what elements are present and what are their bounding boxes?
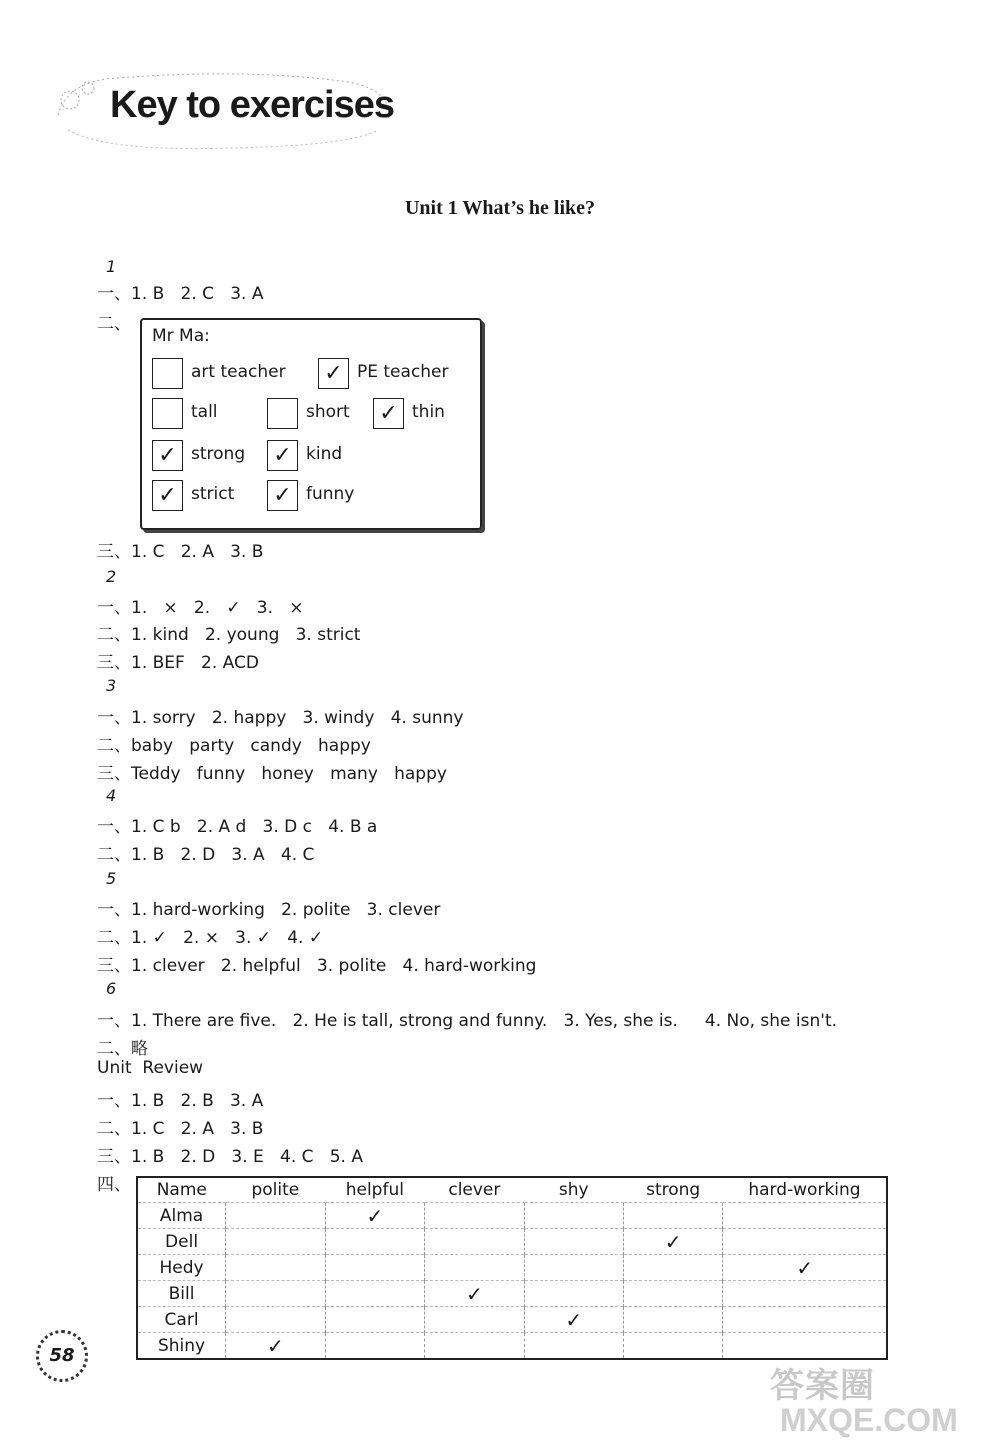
checkbox[interactable]: ✓ bbox=[267, 440, 298, 471]
checkbox-label: kind bbox=[306, 444, 343, 464]
table-row bbox=[137, 1203, 887, 1229]
table-cell: ✓ bbox=[226, 1333, 325, 1360]
table-cell bbox=[723, 1229, 887, 1255]
table-row bbox=[137, 1333, 887, 1360]
answer-line: 二、 bbox=[97, 314, 131, 334]
table-cell bbox=[325, 1307, 425, 1333]
table-cell bbox=[226, 1307, 325, 1333]
table-row bbox=[137, 1307, 887, 1333]
mr-ma-box bbox=[140, 318, 482, 530]
table-cell bbox=[325, 1255, 425, 1281]
table-cell bbox=[425, 1255, 525, 1281]
table-cell bbox=[226, 1255, 325, 1281]
table-cell: ✓ bbox=[623, 1229, 723, 1255]
page-title: Key to exercises bbox=[110, 84, 394, 126]
table-row bbox=[137, 1229, 887, 1255]
answer-line: 二、1. kind 2. young 3. strict bbox=[97, 625, 361, 645]
table-cell bbox=[425, 1333, 525, 1360]
section-number: 4 bbox=[106, 786, 117, 805]
table-cell bbox=[723, 1307, 887, 1333]
checkbox-label: PE teacher bbox=[357, 362, 449, 382]
section-number: 2 bbox=[106, 567, 117, 586]
page-number-badge: 58 bbox=[36, 1330, 88, 1382]
checkbox-label: strong bbox=[191, 444, 246, 464]
answer-line: 二、略 bbox=[97, 1039, 148, 1059]
table-cell: ✓ bbox=[524, 1307, 623, 1333]
table-cell bbox=[226, 1229, 325, 1255]
table-cell bbox=[325, 1229, 425, 1255]
student-name: Bill bbox=[137, 1281, 226, 1307]
table-cell: ✓ bbox=[723, 1255, 887, 1281]
answer-line: 三、1. C 2. A 3. B bbox=[97, 542, 264, 562]
checkbox-label: strict bbox=[191, 484, 235, 504]
checkbox-label: short bbox=[306, 402, 350, 422]
review-table bbox=[136, 1176, 888, 1360]
column-header: Name bbox=[156, 1180, 207, 1200]
checkbox-label: art teacher bbox=[191, 362, 286, 382]
table-cell bbox=[524, 1333, 623, 1360]
answer-line: 二、1. ✓ 2. × 3. ✓ 4. ✓ bbox=[97, 928, 324, 948]
table-cell bbox=[623, 1333, 723, 1360]
answer-line: 一、1. B 2. B 3. A bbox=[97, 1091, 264, 1111]
answer-line: 一、1. hard-working 2. polite 3. clever bbox=[97, 900, 441, 920]
table-cell bbox=[524, 1255, 623, 1281]
table-row bbox=[137, 1255, 887, 1281]
table-cell bbox=[325, 1281, 425, 1307]
answer-line: Unit Review bbox=[97, 1058, 204, 1078]
column-header: strong bbox=[646, 1180, 701, 1200]
table-cell bbox=[623, 1203, 723, 1229]
table-cell bbox=[425, 1229, 525, 1255]
table-cell bbox=[623, 1281, 723, 1307]
answer-line: 二、1. C 2. A 3. B bbox=[97, 1119, 264, 1139]
table-cell bbox=[425, 1307, 525, 1333]
unit-title: Unit 1 What’s he like? bbox=[404, 197, 596, 219]
checkbox[interactable] bbox=[267, 398, 298, 429]
section-number: 6 bbox=[106, 979, 117, 998]
answer-line: 四、 bbox=[97, 1175, 131, 1195]
checkbox-label: tall bbox=[191, 402, 218, 422]
section-number: 5 bbox=[106, 869, 117, 888]
section-number: 3 bbox=[106, 676, 117, 695]
table-cell: ✓ bbox=[425, 1281, 525, 1307]
checkbox-label: thin bbox=[412, 402, 445, 422]
table-cell bbox=[524, 1203, 623, 1229]
student-name: Shiny bbox=[137, 1333, 226, 1360]
student-name: Dell bbox=[137, 1229, 226, 1255]
checkbox[interactable]: ✓ bbox=[152, 480, 183, 511]
answer-line: 一、1. B 2. C 3. A bbox=[97, 284, 264, 304]
table-cell bbox=[226, 1281, 325, 1307]
answer-line: 一、1. C b 2. A d 3. D c 4. B a bbox=[97, 817, 378, 837]
checkbox[interactable]: ✓ bbox=[373, 398, 404, 429]
column-header: clever bbox=[448, 1180, 501, 1200]
answer-line: 一、1. × 2. ✓ 3. × bbox=[97, 598, 304, 618]
section-number: 1 bbox=[106, 257, 117, 276]
table-cell bbox=[723, 1203, 887, 1229]
answer-line: 三、Teddy funny honey many happy bbox=[97, 764, 447, 784]
answer-line: 一、1. sorry 2. happy 3. windy 4. sunny bbox=[97, 708, 464, 728]
checkbox[interactable] bbox=[152, 358, 183, 389]
checkbox[interactable]: ✓ bbox=[318, 358, 349, 389]
watermark-url: MXQE.COM bbox=[780, 1402, 958, 1438]
table-cell bbox=[325, 1333, 425, 1360]
table-cell bbox=[623, 1307, 723, 1333]
checkbox[interactable]: ✓ bbox=[267, 480, 298, 511]
table-cell bbox=[524, 1281, 623, 1307]
table-cell bbox=[524, 1229, 623, 1255]
answer-line: 三、1. B 2. D 3. E 4. C 5. A bbox=[97, 1147, 363, 1167]
answer-line: 二、baby party candy happy bbox=[97, 736, 371, 756]
table-cell bbox=[723, 1281, 887, 1307]
table-row bbox=[137, 1281, 887, 1307]
box-label: Mr Ma: bbox=[152, 326, 210, 346]
checkbox-label: funny bbox=[306, 484, 355, 504]
answer-line: 一、1. There are five. 2. He is tall, strong and funny. 3. Yes, she is. 4. No, she isn't. bbox=[97, 1011, 838, 1031]
table-cell bbox=[425, 1203, 525, 1229]
student-name: Alma bbox=[137, 1203, 226, 1229]
checkbox[interactable] bbox=[152, 398, 183, 429]
table-cell bbox=[226, 1203, 325, 1229]
table-cell bbox=[623, 1255, 723, 1281]
watermark-logo: 答案圈 bbox=[770, 1367, 875, 1405]
student-name: Hedy bbox=[137, 1255, 226, 1281]
table-cell bbox=[723, 1333, 887, 1360]
column-header: hard-working bbox=[748, 1180, 861, 1200]
student-name: Carl bbox=[137, 1307, 226, 1333]
column-header: shy bbox=[558, 1180, 589, 1200]
column-header: polite bbox=[251, 1180, 300, 1200]
checkbox[interactable]: ✓ bbox=[152, 440, 183, 471]
answer-line: 三、1. clever 2. helpful 3. polite 4. hard-working bbox=[97, 956, 537, 976]
answer-line: 三、1. BEF 2. ACD bbox=[97, 653, 259, 673]
answer-line: 二、1. B 2. D 3. A 4. C bbox=[97, 845, 315, 865]
table-cell: ✓ bbox=[325, 1203, 425, 1229]
column-header: helpful bbox=[345, 1180, 404, 1200]
